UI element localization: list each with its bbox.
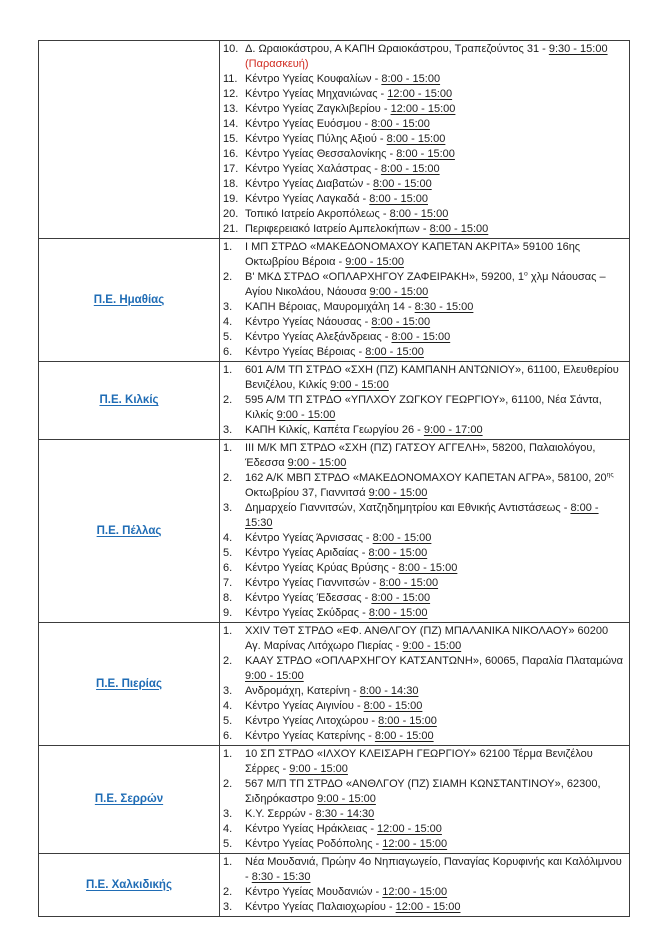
opening-hours: 8:00 - 14:30 [359,685,419,697]
location-text: Περιφερειακό Ιατρείο Αμπελοκήπων - [245,223,430,235]
location-text: Κέντρο Υγείας Μηχανιώνας - [245,88,388,100]
opening-hours: 8:00 - 15:00 [378,715,437,727]
opening-hours: 8:00 - 15:00 [368,547,428,559]
list-item-text [245,330,623,345]
items-cell [220,746,630,854]
list-item-number: 20. [223,208,239,220]
location-text: Τοπικό Ιατρείο Ακροπόλεως - [245,208,390,220]
opening-hours: 8:00 - 15:00 [386,133,446,145]
list-item-text [245,714,623,729]
list-item [223,807,623,822]
list-item-text [245,270,623,300]
list-item [223,561,623,576]
list-item-number: 1. [223,856,233,868]
region-label: Π.Ε. Ημαθίας [93,293,165,306]
list-item-text [245,807,623,822]
location-text: 162 Α/Κ ΜΒΠ ΣΤΡΔΟ «ΜΑΚΕΔΟΝΟΜΑΧΟΥ ΚΑΠΕΤΑΝ ΑΓΡΑ», 58100, 20 [245,472,607,484]
list-item-number: 4. [223,532,233,544]
list-item [223,501,623,531]
opening-hours: 8:00 - 15:30 [245,502,599,529]
region-label: Π.Ε. Σερρών [94,793,164,805]
list-item-text [245,837,623,852]
day-note: (Παρασκευή) [245,58,309,70]
list-item-number: 13. [223,103,239,115]
opening-hours: 12:00 - 15:00 [377,823,442,835]
location-text: 10 ΣΠ ΣΤΡΔΟ «ΙΛΧΟΥ ΚΛΕΙΣΑΡΗ ΓΕΩΡΓΙΟΥ» 62100 Τέρμα Βενιζέλου Σέρρες - [245,748,593,775]
list-item [223,714,623,729]
list-item-text [245,240,623,270]
location-text: Κέντρο Υγείας Κουφαλίων - [245,73,382,85]
list-item [223,147,623,162]
opening-hours: 8:00 - 15:00 [374,730,434,742]
list-item-number: 2. [223,886,233,898]
opening-hours: 8:30 - 15:00 [414,301,474,313]
list-item-text [245,501,623,531]
list-item-text [245,822,623,837]
list-item-text [245,699,623,714]
table-row [39,440,630,623]
list-item [223,177,623,192]
list-item-number: 4. [223,700,233,712]
list-item-number: 1. [223,748,233,760]
region-cell [39,440,220,623]
opening-hours: 8:00 - 15:00 [368,607,428,619]
region-cell [39,854,220,917]
list-item-number: 6. [223,730,233,742]
list-item [223,87,623,102]
opening-hours: 8:00 - 15:00 [379,577,439,589]
location-text: Κέντρο Υγείας Αριδαίας - [245,547,369,559]
list-item [223,42,623,72]
list-item-number: 21. [223,223,239,235]
list-item-text [245,885,623,900]
list-item [223,855,623,885]
opening-hours: 8:00 - 15:00 [389,208,449,220]
list-item-number: 10. [223,43,239,55]
list-item-number: 5. [223,547,233,559]
opening-hours: 12:00 - 15:00 [387,88,453,100]
list-item-number: 2. [223,394,233,406]
list-item-text [245,531,623,546]
opening-hours: 9:00 - 15:00 [368,487,428,499]
location-text: Ανδρομάχη, Κατερίνη - [245,685,360,697]
list-item-number: 6. [223,562,233,574]
list-item-number: 2. [223,472,233,484]
list-item [223,270,623,300]
list-item-text [245,900,623,915]
opening-hours: 8:00 - 15:00 [371,118,430,130]
list-item-text [245,423,623,438]
list-item-text [245,684,623,699]
location-text: Κέντρο Υγείας Κατερίνης - [245,730,375,742]
list-item-text [245,441,623,471]
location-text: Κέντρο Υγείας Κρύας Βρύσης - [245,562,399,574]
items-cell [220,239,630,362]
list-item-text [245,855,623,885]
table-row [39,362,630,440]
list-item-number: 2. [223,655,233,667]
list-item-text [245,576,623,591]
opening-hours: 12:00 - 15:00 [395,901,461,913]
list-item-number: 19. [223,193,239,205]
location-text: Κέντρο Υγείας Γιαννιτσών - [245,577,380,589]
location-text: Κέντρο Υγείας Βέροιας - [245,346,366,358]
list-item-number: 7. [223,577,233,589]
items-cell [220,41,630,239]
list-item [223,393,623,423]
list-item-number: 5. [223,331,233,343]
opening-hours: 12:00 - 15:00 [382,886,448,898]
location-text: Κέντρο Υγείας Σκύδρας - [245,607,369,619]
list-item [223,624,623,654]
location-text: Κέντρο Υγείας Μουδανιών - [245,886,383,898]
opening-hours: 12:00 - 15:00 [382,838,448,850]
opening-hours: 9:00 - 15:00 [245,670,304,682]
list-item [223,117,623,132]
table-row [39,746,630,854]
location-text: ΙΙΙ Μ/Κ ΜΠ ΣΤΡΔΟ «ΣΧΗ (ΠΖ) ΓΑΤΣΟΥ ΑΓΓΕΛΗ», 58200, Παλαιολόγου, Έδεσσα [245,442,596,469]
list-item-number: 4. [223,823,233,835]
opening-hours: 9:00 - 15:00 [369,286,429,298]
list-item-text [245,777,623,807]
list-item [223,300,623,315]
region-label: Π.Ε. Πέλλας [96,524,162,537]
list-item-number: 1. [223,241,233,253]
list-item-text [245,87,623,102]
location-text: XXIV ΤΘΤ ΣΤΡΔΟ «ΕΦ. ΑΝΘΛΓΟΥ (ΠΖ) ΜΠΑΛΑΝΙΚΑ ΝΙΚΟΛΑΟΥ» 60200 Αγ. Μαρίνας Λιτόχωρο Πιερίας - [245,625,609,652]
doc-table-body [39,41,630,917]
list-item-text [245,624,623,654]
list-item [223,591,623,606]
list-item-text [245,177,623,192]
location-text: Κέντρο Υγείας Ηράκλειας - [245,823,378,835]
location-text: ΚΑΑΥ ΣΤΡΔΟ «ΟΠΛΑΡΧΗΓΟΥ ΚΑΤΣΑΝΤΩΝΗ», 60065, Παραλία Πλαταμώνα [245,655,624,667]
location-text: Κ.Υ. Σερρών - [245,808,316,820]
health-centers-table [38,40,630,917]
list-item [223,132,623,147]
location-text: 567 Μ/Π ΤΠ ΣΤΡΔΟ «ΑΝΘΛΓΟΥ (ΠΖ) ΣΙΑΜΗ ΚΩΝΣΤΑΝΤΙΝΟΥ», 62300, Σιδηρόκαστρο [245,778,601,805]
location-text: Β' ΜΚΔ ΣΤΡΔΟ «ΟΠΛΑΡΧΗΓΟΥ ΖΑΦΕΙΡΑΚΗ», 59200, 1 [245,271,525,283]
list-item [223,699,623,714]
list-item-number: 11. [223,73,238,85]
opening-hours: 9:00 - 15:00 [317,793,376,805]
opening-hours: 9:00 - 15:00 [330,379,389,391]
list-item [223,531,623,546]
list-item [223,654,623,684]
location-text: Κέντρο Υγείας Άρνισσας - [245,532,373,544]
list-item [223,837,623,852]
list-item [223,546,623,561]
list-item-number: 17. [223,163,239,175]
list-item-number: 9. [223,607,233,619]
list-item-number: 3. [223,301,233,313]
location-text: Κέντρο Υγείας Αλεξάνδρειας - [245,331,392,343]
list-item-number: 5. [223,838,233,850]
opening-hours: 8:00 - 15:00 [372,178,432,190]
location-text: Κέντρο Υγείας Θεσσαλονίκης - [245,148,397,160]
opening-hours: 8:00 - 15:00 [369,193,428,205]
region-label: Π.Ε. Χαλκιδικής [86,878,172,891]
list-item-number: 16. [223,148,239,160]
location-text: ΚΑΠΗ Βέροιας, Μαυρομιχάλη 14 - [245,301,415,313]
list-item [223,345,623,360]
list-item [223,72,623,87]
list-item [223,885,623,900]
list-item-number: 14. [223,118,239,130]
location-text: Κέντρο Υγείας Διαβατών - [245,178,373,190]
list-item-text [245,363,623,393]
list-item-number: 6. [223,346,233,358]
list-item-number: 3. [223,424,233,436]
opening-hours: 8:00 - 15:00 [391,331,451,343]
list-item [223,471,623,501]
region-cell [39,41,220,239]
location-text: Κέντρο Υγείας Νάουσας - [245,316,372,328]
list-item [223,162,623,177]
opening-hours: 8:00 - 15:00 [371,592,431,604]
list-item-number: 5. [223,715,233,727]
location-text: 595 Α/Μ ΤΠ ΣΤΡΔΟ «ΥΠΛΧΟΥ ΖΩΓΚΟΥ ΓΕΩΡΓΙΟΥ», 61100, Νέα Σάντα, Κιλκίς [245,394,602,421]
opening-hours: 8:30 - 15:30 [251,871,311,883]
opening-hours: 8:00 - 15:00 [398,562,458,574]
opening-hours: 8:00 - 15:00 [363,700,423,712]
list-item-number: 8. [223,592,233,604]
list-item [223,606,623,621]
list-item [223,900,623,915]
opening-hours: 9:00 - 15:00 [289,763,348,775]
list-item-text [245,132,623,147]
list-item-number: 3. [223,808,233,820]
list-item-number: 15. [223,133,239,145]
table-row [39,41,630,239]
opening-hours: 9:00 - 15:00 [402,640,462,652]
list-item-text [245,315,623,330]
list-item-text [245,546,623,561]
location-text: Κέντρο Υγείας Πύλης Αξιού - [245,133,387,145]
opening-hours: 8:00 - 15:00 [429,223,489,235]
list-item [223,315,623,330]
opening-hours: 8:00 - 15:00 [372,532,432,544]
location-text: Κέντρο Υγείας Ευόσμου - [245,118,372,130]
items-cell [220,362,630,440]
location-text: Δημαρχείο Γιαννιτσών, Χατζηδημητρίου και Εθνικής Αντιστάσεως - [245,502,571,514]
location-text: Νέα Μουδανιά, Πρώην 4ο Νηπιαγωγείο, Παναγίας Κορυφινής και Καλόλιμνου - [245,856,622,883]
list-item [223,729,623,744]
list-item [223,684,623,699]
opening-hours: 8:30 - 14:30 [315,808,375,820]
location-text: ης [606,471,614,479]
list-item-number: 3. [223,502,233,514]
list-item-number: 18. [223,178,239,190]
list-item-text [245,162,623,177]
opening-hours: 8:00 - 15:00 [365,346,424,358]
list-item-number: 3. [223,901,233,913]
list-item-text [245,207,623,222]
list-item-text [245,72,623,87]
region-label: Π.Ε. Κιλκίς [99,394,159,406]
location-text: Οκτωβρίου 37, Γιαννιτσά [245,487,369,499]
list-item [223,207,623,222]
list-item-text [245,591,623,606]
items-cell [220,854,630,917]
list-item-text [245,393,623,423]
location-text: χλμ Νάουσας – Αγίου Νικολάου, Νάουσα [245,271,606,298]
location-text: Κέντρο Υγείας Έδεσσας - [245,592,372,604]
opening-hours: 9:30 - 15:00 [548,43,608,55]
location-text: Κέντρο Υγείας Λαγκαδά - [245,193,370,205]
list-item-number: 1. [223,442,233,454]
list-item [223,423,623,438]
location-text: Κέντρο Υγείας Αιγινίου - [245,700,364,712]
location-text: Κέντρο Υγείας Παλαιοχωρίου - [245,901,396,913]
list-item-text [245,117,623,132]
items-cell [220,623,630,746]
list-item [223,441,623,471]
opening-hours: 9:00 - 15:00 [287,457,347,469]
list-item [223,822,623,837]
list-item-number: 1. [223,625,233,637]
opening-hours: 12:00 - 15:00 [390,103,456,115]
location-text: Κέντρο Υγείας Ροδόπολης - [245,838,383,850]
list-item-text [245,102,623,117]
list-item-text [245,654,623,684]
list-item-text [245,345,623,360]
list-item [223,240,623,270]
location-text: 601 Α/Μ ΤΠ ΣΤΡΔΟ «ΣΧΗ (ΠΖ) ΚΑΜΠΑΝΗ ΑΝΤΩΝΙΟΥ», 61100, Ελευθερίου Βενιζέλου, Κιλκίς [245,364,619,391]
opening-hours: 8:00 - 15:00 [381,73,441,85]
list-item-text [245,729,623,744]
opening-hours: 9:00 - 15:00 [345,256,404,268]
list-item [223,102,623,117]
list-item-number: 2. [223,778,233,790]
items-cell [220,440,630,623]
table-row [39,623,630,746]
list-item [223,222,623,237]
list-item [223,576,623,591]
list-item-text [245,192,623,207]
region-label: Π.Ε. Πιερίας [96,677,162,690]
list-item [223,330,623,345]
region-cell [39,623,220,746]
region-cell [39,746,220,854]
location-text: Κέντρο Υγείας Ζαγκλιβερίου - [245,103,391,115]
list-item [223,747,623,777]
list-item [223,777,623,807]
location-text: Δ. Ωραιοκάστρου, Α ΚΑΠΗ Ωραιοκάστρου, Τραπεζούντος 31 - [245,43,549,55]
opening-hours: 8:00 - 15:00 [396,148,455,160]
list-item-text [245,606,623,621]
list-item-number: 3. [223,685,233,697]
list-item [223,192,623,207]
region-cell [39,239,220,362]
list-item-text [245,300,623,315]
table-row [39,854,630,917]
opening-hours: 8:00 - 15:00 [371,316,431,328]
region-cell [39,362,220,440]
list-item-text [245,222,623,237]
list-item-text [245,42,623,72]
list-item-number: 1. [223,364,233,376]
opening-hours: 9:00 - 17:00 [423,424,483,436]
location-text: Κέντρο Υγείας Λιτοχώρου - [245,715,379,727]
table-row [39,239,630,362]
list-item-text [245,561,623,576]
list-item-number: 4. [223,316,233,328]
location-text: ΚΑΠΗ Κιλκίς, Καπέτα Γεωργίου 26 - [245,424,424,436]
list-item-number: 2. [223,271,233,283]
opening-hours: 8:00 - 15:00 [380,163,440,175]
location-text: ο [524,270,528,278]
opening-hours: 9:00 - 15:00 [276,409,336,421]
list-item-text [245,147,623,162]
list-item-text [245,747,623,777]
list-item-number: 12. [223,88,239,100]
list-item [223,363,623,393]
location-text: Κέντρο Υγείας Χαλάστρας - [245,163,381,175]
list-item-text [245,471,623,501]
location-text: Ι ΜΠ ΣΤΡΔΟ «ΜΑΚΕΔΟΝΟΜΑΧΟΥ ΚΑΠΕΤΑΝ ΑΚΡΙΤΑ» 59100 16ης Οκτωβρίου Βέροια - [245,241,581,268]
